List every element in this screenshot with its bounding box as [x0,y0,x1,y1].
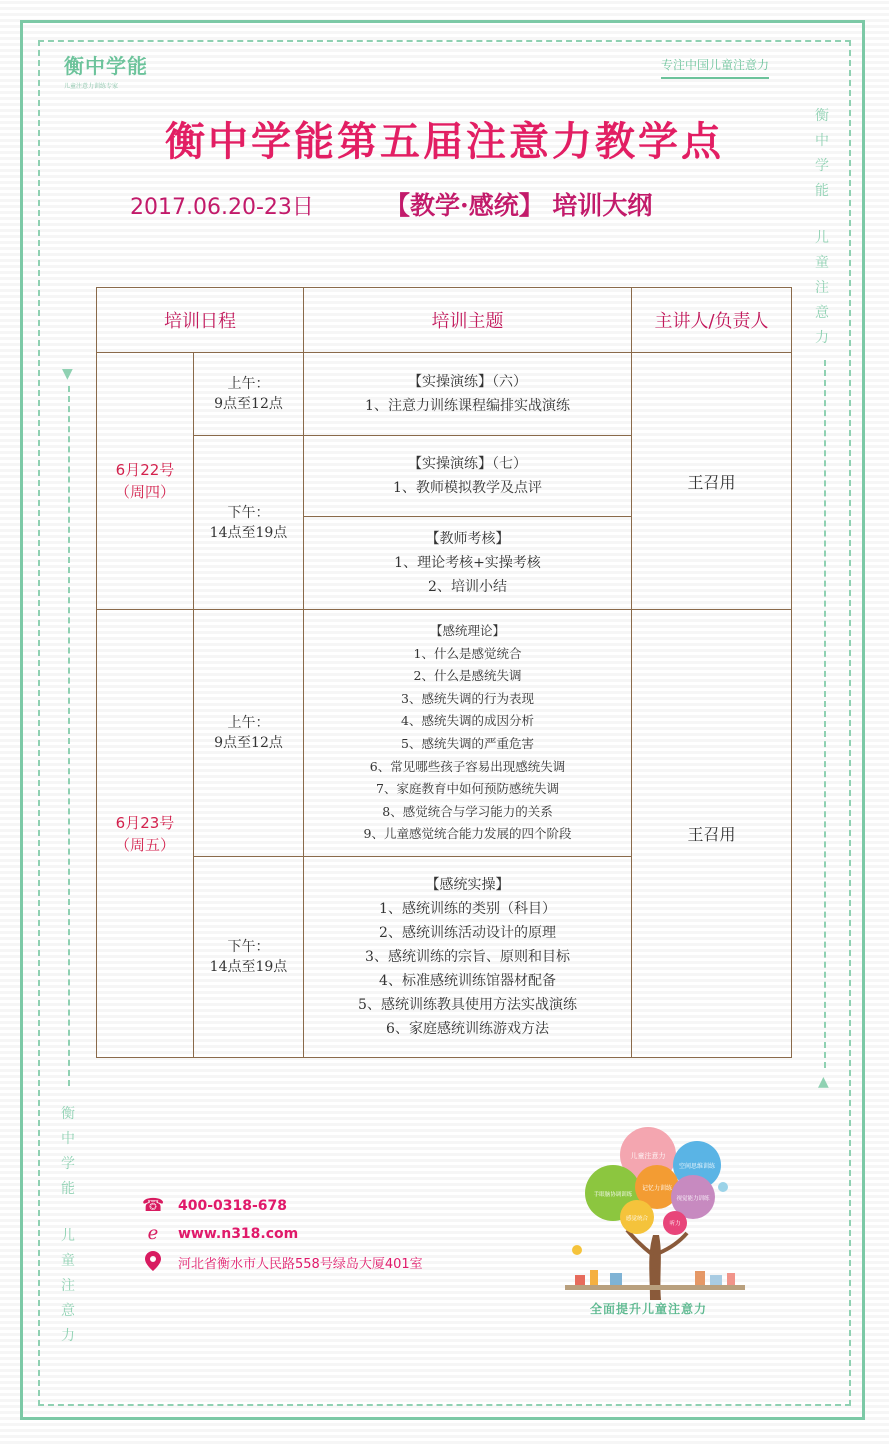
contact-phone [142,1192,423,1220]
logo-subtext: 儿童注意力训练专家 [64,83,119,90]
day-date: 6月23号 [115,813,175,832]
arrow-down-icon: ▼ [62,366,73,382]
time-cell [194,436,304,610]
browser-icon: ℯ [147,1223,159,1244]
topic-title: 【教师考核】 [425,531,510,547]
website-link[interactable]: www.n318.com [178,1226,299,1242]
topic-item: 1、感统训练的类别（科目） [379,901,556,917]
table-header-row [97,288,792,353]
time-range: 14点至19点 [209,524,288,541]
vertical-char: 力 [815,330,829,346]
topic-item: 4、标准感统训练馆器材配备 [379,973,556,989]
topic-item: 6、家庭感统训练游戏方法 [386,1021,549,1037]
topic-item: 5、感统失调的严重危害 [401,736,534,751]
vertical-char: 注 [61,1278,75,1294]
day-weekday: （周四） [114,483,175,501]
tree-illustration [555,1125,755,1325]
vertical-char: 儿 [61,1228,75,1244]
bubble-label: 记忆力训练 [641,1185,673,1192]
topic-cell [304,353,632,436]
bubble-label: 手眼脑协调训练 [593,1192,633,1198]
left-dashed-line [68,386,70,1086]
time-cell [194,610,304,857]
vertical-char: 童 [61,1253,75,1269]
time-label: 下午： [227,939,270,955]
time-cell [194,353,304,436]
speaker-cell: 王召用 [632,610,792,1058]
day-date: 6月22号 [115,461,175,479]
bubble-label: 听力 [669,1221,681,1227]
location-pin-icon [142,1251,164,1273]
topic-item: 1、注意力训练课程编排实战演练 [365,398,570,414]
ground [565,1285,745,1290]
header-speaker: 主讲人/负责人 [632,288,792,353]
right-dashed-line [824,360,826,1068]
topic-title: 【感统实操】 [425,877,510,893]
right-vertical-text [812,104,832,351]
topic-cell [304,517,632,610]
vertical-char: 注 [815,280,829,296]
vertical-char: 力 [61,1328,75,1344]
bubble-label: 空间思维训练 [678,1163,716,1170]
topic-title: 【实操演练】（六） [408,374,527,390]
bubble-label: 感觉统合 [625,1216,649,1222]
bubble-label: 儿童注意力 [630,1152,666,1160]
vertical-char: 中 [815,133,829,149]
phone-number: 400-0318-678 [178,1198,288,1214]
bubble-label: 视觉能力训练 [676,1196,710,1202]
tree-trunk [649,1235,661,1300]
time-label: 上午： [227,376,270,392]
vertical-char: 意 [815,305,829,321]
vertical-char: 衡 [815,108,829,124]
vertical-char: 中 [61,1131,75,1147]
tree-caption: 全面提升儿童注意力 [590,1302,708,1316]
topic-item: 5、感统训练教具使用方法实战演练 [358,997,577,1013]
topic-item: 8、感觉统合与学习能力的关系 [382,803,553,819]
logo-text: 衡中学能 [64,54,148,78]
topic-item: 1、教师模拟教学及点评 [393,480,542,496]
time-range: 9点至12点 [214,735,283,751]
vertical-char: 意 [61,1303,75,1319]
topic-item: 2、培训小结 [428,579,507,595]
event-date: 2017.06.20-23日 [130,195,314,220]
topic-item: 1、什么是感觉统合 [413,645,522,661]
table-row [97,353,792,436]
contact-address [142,1248,423,1276]
vertical-char: 儿 [815,230,829,246]
header-topic: 培训主题 [304,288,632,353]
vertical-char: 能 [61,1181,75,1197]
time-range: 9点至12点 [214,396,283,412]
topic-item: 2、什么是感统失调 [413,668,522,684]
topic-item: 3、感统训练的宗旨、原则和目标 [365,949,570,965]
sun-icon [572,1245,582,1255]
day-weekday: （周五） [114,835,175,854]
time-label: 下午： [227,504,270,521]
day-cell [97,610,194,1058]
vertical-char: 童 [815,255,829,271]
topic-title: 【实操演练】（七） [408,456,527,472]
topic-item: 4、感统失调的成因分析 [401,713,534,729]
vertical-char: 学 [815,158,829,174]
table-row [97,610,792,857]
day-cell [97,353,194,610]
speaker-cell: 王召用 [632,353,792,610]
topic-cell [304,857,632,1058]
address-text: 河北省衡水市人民路558号绿岛大厦401室 [178,1256,423,1272]
vertical-char: 能 [815,183,829,199]
slogan: 专注中国儿童注意力 [661,56,769,79]
topic-item: 3、感统失调的行为表现 [401,690,534,706]
phone-icon: ☎ [142,1195,165,1216]
contact-web [142,1220,423,1248]
vertical-char: 学 [61,1156,75,1172]
arrow-up-icon: ▲ [818,1074,829,1090]
page-subtitle: 【教学·感统】 培训大纲 [385,191,653,220]
contact-info [142,1192,423,1276]
header-schedule: 培训日程 [97,288,304,353]
topic-cell [304,436,632,517]
page-title: 衡中学能第五届注意力教学点 [165,118,724,165]
schedule-table [96,287,792,1058]
time-range: 14点至19点 [209,959,288,975]
vertical-char: 衡 [61,1106,75,1122]
topic-cell [304,610,632,857]
topic-item: 7、家庭教育中如何预防感统失调 [376,781,559,797]
brand-logo [64,50,148,90]
topic-title: 【感统理论】 [429,623,505,639]
topic-item: 1、理论考核+实操考核 [394,555,541,571]
topic-item: 9、儿童感觉统合能力发展的四个阶段 [363,826,572,842]
topic-item: 6、常见哪些孩子容易出现感统失调 [369,758,566,774]
time-label: 上午： [227,715,270,731]
left-vertical-text [58,1102,78,1349]
time-cell [194,857,304,1058]
topic-item: 2、感统训练活动设计的原理 [379,925,556,941]
